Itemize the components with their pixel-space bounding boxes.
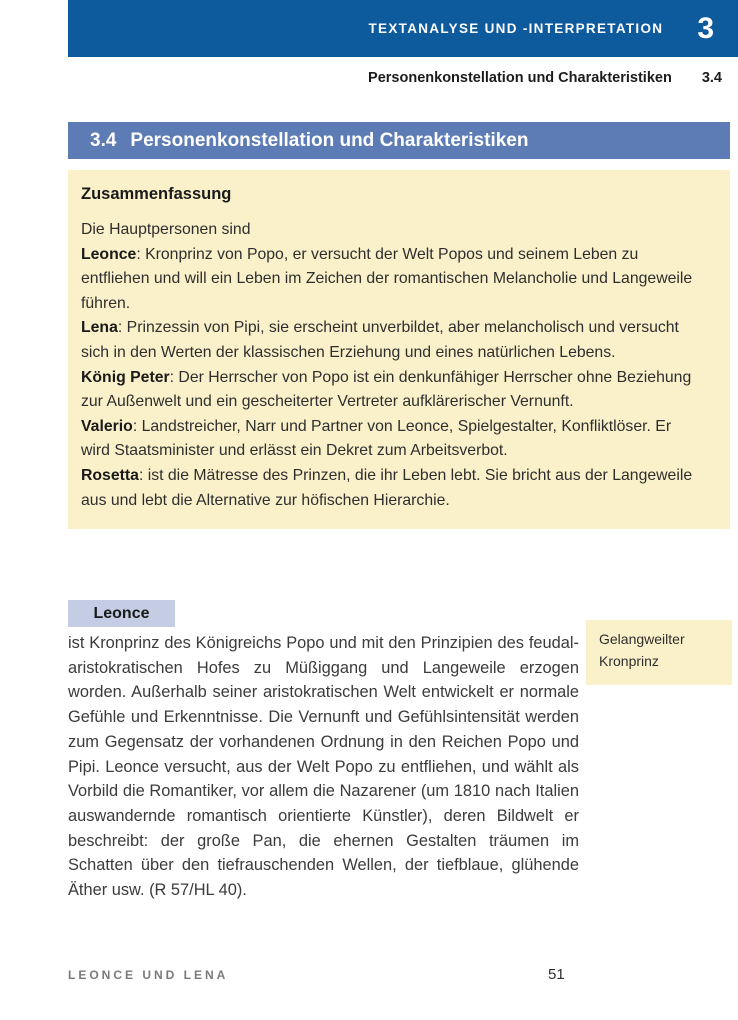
character-description: ist Kronprinz des Königreichs Popo und mit den Prinzipien des feudal-aristokratischen Hofes zu Müßiggang und Langeweile erzogen worden. Außerhalb seiner aristokratischen Welt entwickelt er normale Gefühle und Erkenntnisse. Die Vernunft und Gefühlsintensität werden zum Gegensatz der vorhandenen Ordnung in den Reichen Popo und Pipi. Leonce versucht, aus der Welt Popo zu entfliehen, und wählt als Vorbild die Romantiker, vor allem die Nazarener (um 1810 nach Italien auswandernde romantisch orientierte Künstler), deren Bildwelt er beschreibt: der große Pan, die ehernen Gestalten träumen im Schatten über den tiefrauschenden Wellen, der tiefblaue, glühende Äther usw. (R 57/HL 40). (68, 634, 579, 900)
subheader-title: Personenkonstellation und Charakteristiken (368, 70, 672, 86)
chapter-number: 3 (697, 11, 714, 45)
character-text: : Landstreicher, Narr und Partner von Leonce, Spielgestalter, Konfliktlöser. Er wird Staatsminister und erlässt ein Dekret zum Arbeitsverbot. (81, 417, 672, 460)
summary-entry-lena (81, 316, 700, 365)
summary-heading: Zusammenfassung (81, 185, 232, 203)
chapter-header-bar (68, 0, 738, 57)
page-footer (68, 966, 738, 986)
character-name: König Peter (81, 368, 170, 386)
character-name: Rosetta (81, 466, 139, 484)
summary-entry-koenig-peter (81, 366, 700, 415)
footer-page-number: 51 (548, 966, 565, 983)
character-name: Valerio (81, 417, 133, 435)
section-number: 3.4 (90, 129, 117, 151)
summary-entry-valerio (81, 415, 700, 464)
margin-note: Gelangweilter Kronprinz (586, 620, 732, 685)
character-label-text: Leonce (93, 604, 150, 622)
summary-intro: Die Hauptpersonen sind (81, 221, 251, 238)
summary-entry-leonce (81, 243, 700, 317)
character-label-leonce (68, 600, 175, 627)
character-text: : Der Herrscher von Popo ist ein denkunfähiger Herrscher ohne Beziehung zur Außenwelt und ein gescheiterter Vertreter aufklärerischer Vernunft. (81, 368, 692, 411)
section-heading (68, 122, 730, 159)
summary-box (68, 170, 730, 529)
character-text: : Prinzessin von Pipi, sie erscheint unverbildet, aber melancholisch und versucht sich in den Werten der klassischen Erziehung und eines natürlichen Lebens. (81, 319, 679, 361)
subheader-number: 3.4 (701, 70, 722, 86)
section-title: Personenkonstellation und Charakteristiken (130, 129, 529, 151)
running-subheader (68, 70, 722, 86)
character-text: : Kronprinz von Popo, er versucht der Welt Popos und seinem Leben zu entfliehen und will ein Leben im Zeichen der romantischen Melancholie und Langeweile führen. (81, 245, 693, 312)
chapter-title: TEXTANALYSE UND -INTERPRETATION (368, 21, 664, 36)
character-name: Leonce (81, 245, 137, 263)
footer-book-title: LEONCE UND LENA (68, 968, 229, 982)
character-text: : ist die Mätresse des Prinzen, die ihr Leben lebt. Sie bricht aus der Langeweile aus und lebt die Alternative zur höfischen Hierarchie. (81, 466, 693, 509)
character-name: Lena (81, 319, 118, 337)
summary-entry-rosetta (81, 464, 700, 513)
